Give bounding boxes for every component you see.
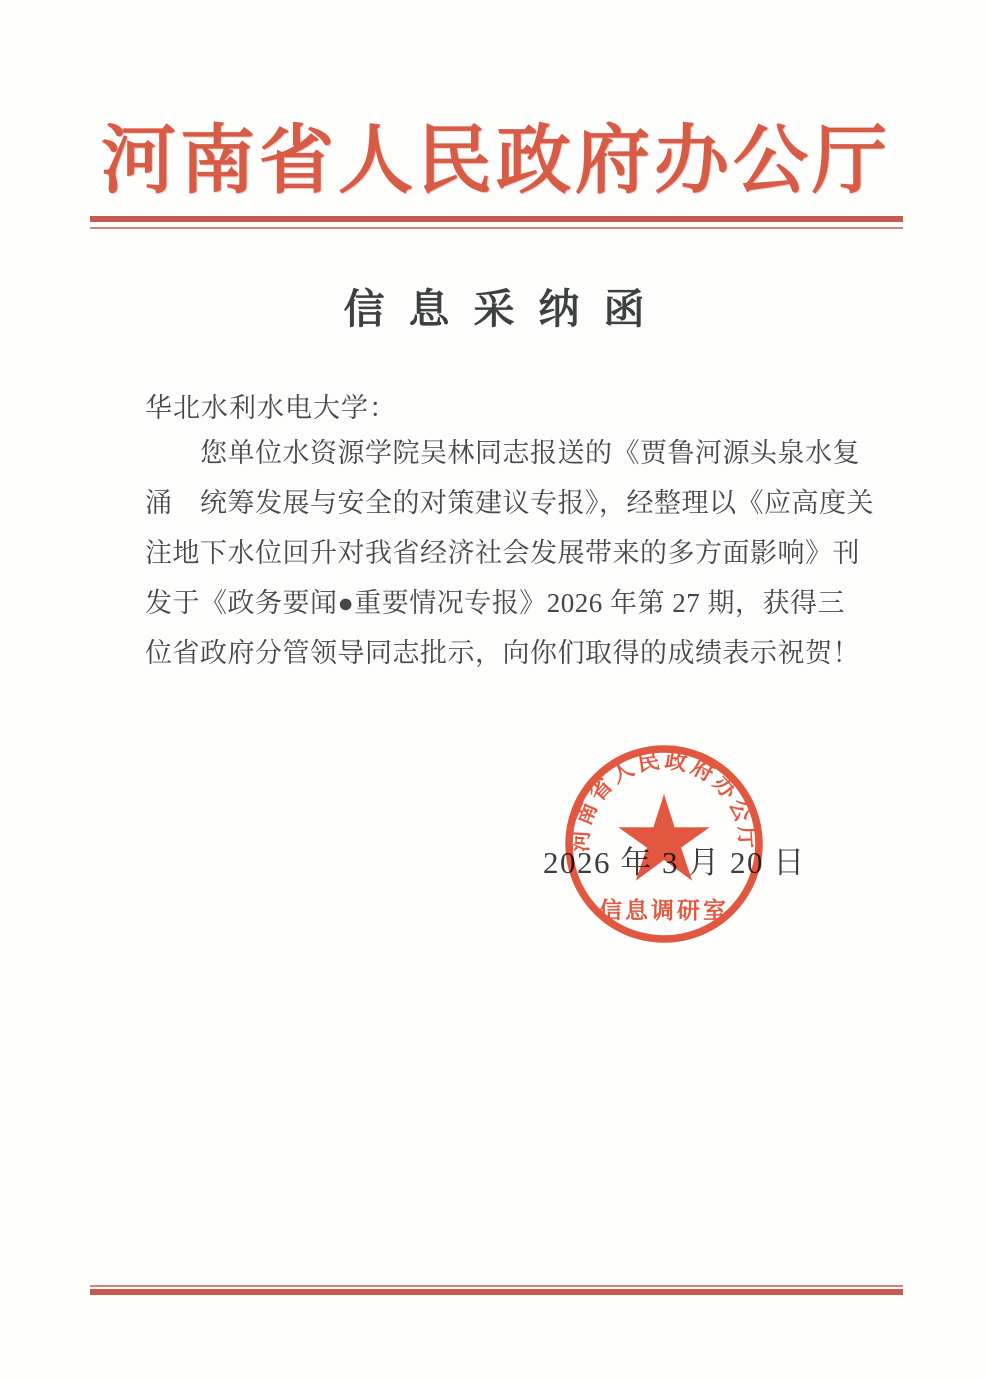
paragraph-line: 涌 统筹发展与安全的对策建议专报》，经整理以《应高度关 [145, 488, 874, 518]
paragraph-line: 位省政府分管领导同志批示，向你们取得的成绩表示祝贺！ [145, 638, 860, 668]
salutation: 华北水利水电大学： [145, 393, 397, 423]
paragraph-line: 您单位水资源学院吴林同志报送的《贾鲁河源头泉水复 [200, 438, 860, 468]
paragraph-line: 发于《政务要闻●重要情况专报》2026 年第 27 期，获得三 [145, 588, 846, 618]
letterhead-org-name: 河南省人民政府办公厅 [100, 120, 891, 203]
seal-office-text: 信息调研室 [599, 898, 729, 923]
header-rule-thin [90, 227, 903, 229]
body-paragraph [145, 428, 875, 678]
header-rule-thick [90, 216, 903, 222]
issue-date: 2026 年 3 月 20 日 [543, 845, 806, 880]
footer-rule-thin [90, 1285, 903, 1287]
document-title: 信息采纳函 [343, 286, 669, 332]
paragraph-line: 注地下水位回升对我省经济社会发展带来的多方面影响》刊 [145, 538, 860, 568]
seal-ring-text: 河南省人民政府办公厅 [567, 747, 761, 853]
footer-rule-thick [90, 1289, 903, 1295]
